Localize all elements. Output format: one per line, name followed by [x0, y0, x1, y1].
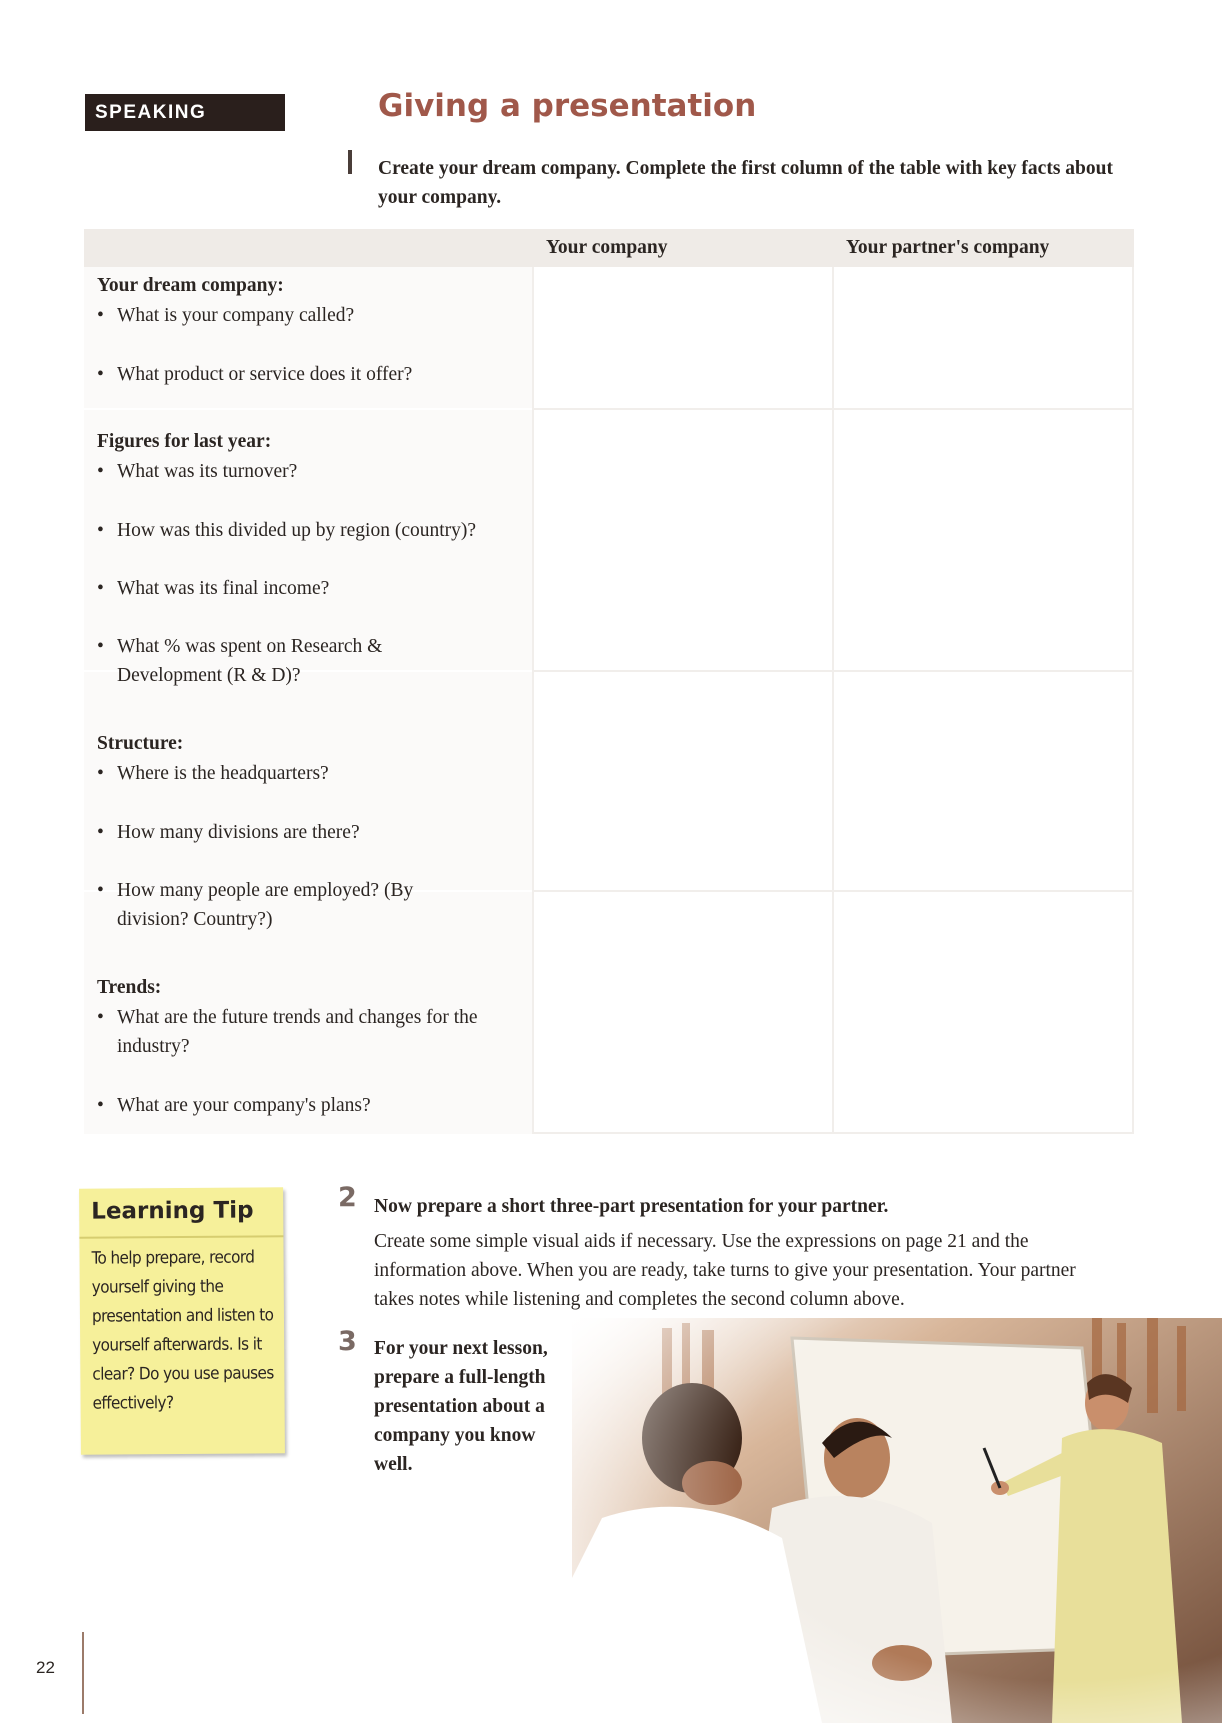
- page-title: Giving a presentation: [378, 88, 757, 124]
- table-header-row: [84, 229, 1134, 267]
- column-header-your-company: Your company: [546, 237, 668, 258]
- task-1-instruction: Create your dream company. Complete the first column of the table with key facts about your company.: [378, 158, 1113, 208]
- task-2-heading: Now prepare a short three-part presentation for your partner.: [374, 1196, 889, 1217]
- column-divider: [532, 267, 534, 1134]
- task-1-number-marker: [348, 150, 352, 174]
- question-item: • What % was spent on Research & Development (R & D)?: [97, 632, 427, 690]
- row-divider: [534, 408, 1134, 410]
- column-divider: [1132, 267, 1134, 1134]
- question-item: • How many divisions are there?: [97, 818, 517, 847]
- question-item: • How was this divided up by region (country)?: [97, 516, 537, 545]
- question-item: • Where is the headquarters?: [97, 759, 517, 788]
- group-heading-trends: Trends:: [97, 977, 162, 998]
- group-heading-structure: Structure:: [97, 733, 184, 754]
- task-2-body: Create some simple visual aids if necessary. Use the expressions on page 21 and the information above. When you are ready, take turns to give your presentation. Your partner takes notes while listening and completes the second column above.: [374, 1231, 1076, 1310]
- row-divider: [534, 670, 1134, 672]
- row-divider: [534, 890, 1134, 892]
- section-tag: SPEAKING: [85, 94, 285, 131]
- row-divider: [534, 1132, 1134, 1134]
- column-divider: [832, 267, 834, 1134]
- question-item: • What is your company called?: [97, 301, 517, 330]
- task-3-text: For your next lesson, prepare a full-length presentation about a company you know well.: [374, 1338, 548, 1475]
- presentation-photo: [572, 1318, 1222, 1723]
- question-item: • How many people are employed? (By division? Country?): [97, 876, 437, 934]
- task-2-number: 2: [338, 1182, 357, 1213]
- question-item: • What was its final income?: [97, 574, 517, 603]
- group-heading-dream-company: Your dream company:: [97, 275, 284, 296]
- question-item: • What product or service does it offer?: [97, 360, 517, 389]
- question-item: • What are the future trends and changes for the industry?: [97, 1003, 497, 1061]
- group-heading-figures: Figures for last year:: [97, 431, 272, 452]
- page-number: 22: [36, 1658, 55, 1677]
- column-header-partner-company: Your partner's company: [846, 237, 1050, 258]
- learning-tip-rule: [79, 1235, 283, 1238]
- learning-tip-note: [79, 1187, 285, 1454]
- page-number-rule: [82, 1632, 84, 1714]
- learning-tip-title: Learning Tip: [91, 1197, 254, 1225]
- question-item: • What was its turnover?: [97, 457, 517, 486]
- learning-tip-body: To help prepare, record yourself giving the presentation and listen to yourself afterwards. Is it clear? Do you use pauses effectively?: [91, 1247, 274, 1414]
- company-facts-table: [84, 229, 1134, 1134]
- task-3-number: 3: [338, 1326, 357, 1357]
- question-item: • What are your company's plans?: [97, 1091, 517, 1120]
